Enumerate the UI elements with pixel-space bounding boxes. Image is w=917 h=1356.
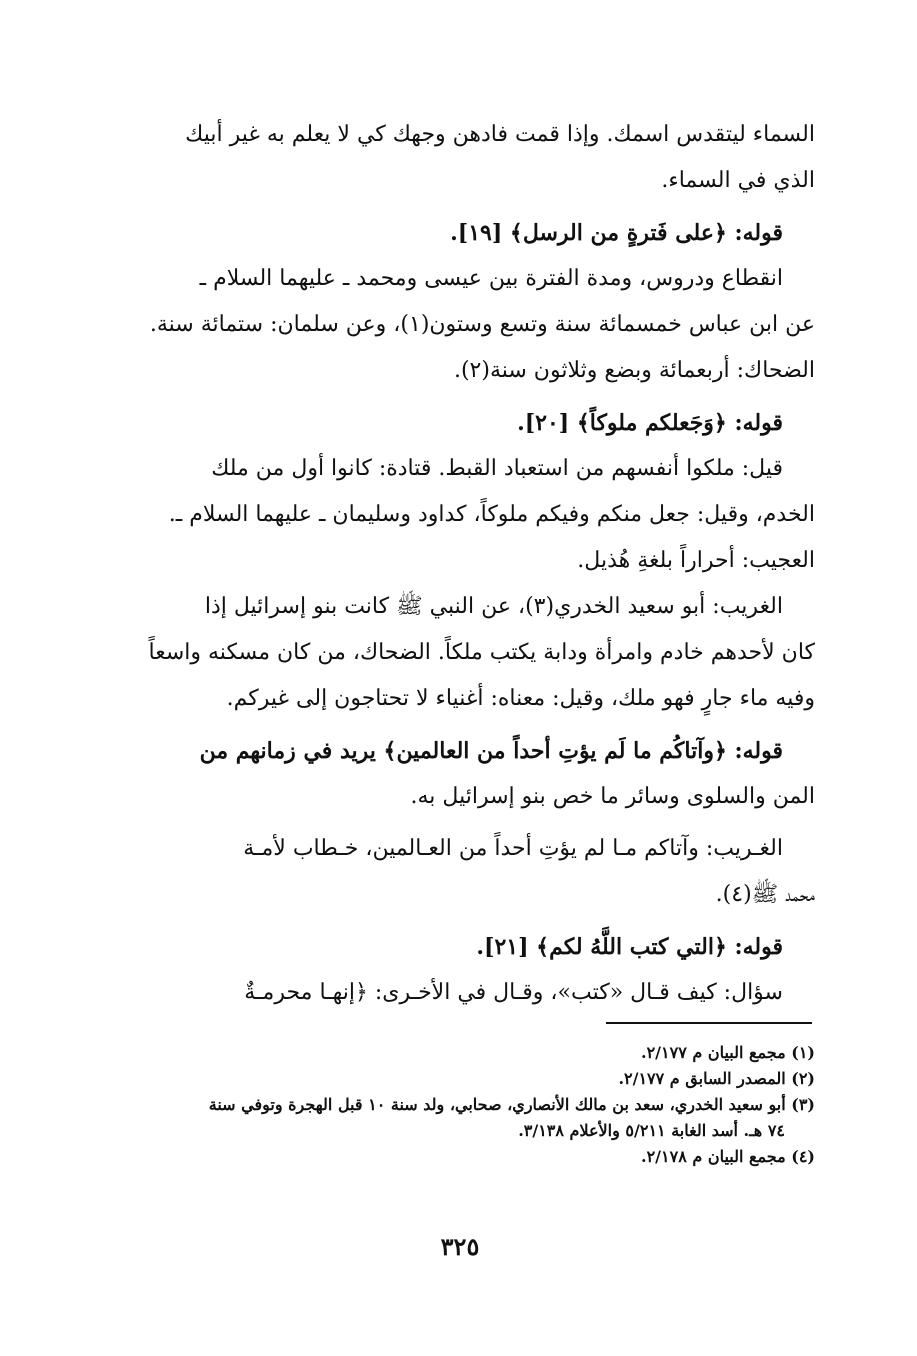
quran-verse-heading: قوله: ﴿التي كتب اللَّهُ لكم﴾ [٢١].	[476, 934, 783, 960]
text-line: انقطاع ودروس، ومدة الفترة بين عيسى ومحمد ـ عليهما السلام ـ	[199, 266, 783, 291]
paragraph-8	[120, 728, 815, 820]
paragraph-2	[120, 210, 815, 256]
main-text	[120, 112, 815, 1016]
text-line: العجيب: أحراراً بلغةِ هُذيل.	[577, 548, 815, 573]
footnotes	[120, 1040, 815, 1170]
text-line: الضحاك: أربعمائة وبضع وثلاثون سنة(٢).	[453, 358, 815, 383]
quran-verse-heading: قوله: ﴿وَجَعلكم ملوكاً﴾ [٢٠].	[517, 410, 783, 436]
text-line: سؤال: كيف قـال «كتب»، وقـال في الأخـرى: ﴿إنهـا محرمـةٌ	[244, 980, 783, 1005]
text-line: محمد ﷺ(٤).	[715, 882, 815, 907]
text-line: المن والسلوى وسائر ما خص بنو إسرائيل به.	[410, 784, 815, 809]
text-line: عن ابن عباس خمسمائة سنة وتسع وستون(١)، وعن سلمان: ستمائة سنة.	[149, 312, 815, 337]
text-line: السماء ليتقدس اسمك. وإذا قمت فادهن وجهك كي لا يعلم به غير أبيك	[185, 122, 815, 147]
paragraph-11	[120, 970, 815, 1016]
text-line: كان لأحدهم خادم وامرأة ودابة يكتب ملكاً. الضحاك، من كان مسكنه واسعاً	[148, 640, 815, 665]
paragraph-1	[120, 112, 815, 204]
text-line: الغـريب: وآتاكم مـا لم يؤتِ أحداً من العـالمين، خـطاب لأمـة	[243, 836, 783, 861]
page-number: ٣٢٥	[440, 1232, 480, 1261]
text-line: وفيه ماء جارٍ فهو ملك، وقيل: معناه: أغنياء لا تحتاجون إلى غيركم.	[226, 686, 815, 711]
paragraph-3	[120, 256, 815, 394]
footnote-separator	[606, 1022, 812, 1024]
text-line: قيل: ملكوا أنفسهم من استعباد القبط. قتادة: كانوا أول من ملك	[211, 456, 783, 481]
footnote: (٢) المصدر السابق م ٢/١٧٧.	[618, 1069, 815, 1088]
text-line: الذي في السماء.	[661, 168, 815, 193]
paragraph-10	[120, 924, 815, 970]
paragraph-9	[120, 826, 815, 918]
text-line: الغريب: أبو سعيد الخدري(٣)، عن النبي ﷺ كانت بنو إسرائيل إذا	[204, 594, 783, 619]
footnote: (٣) أبو سعيد الخدري، سعد بن مالك الأنصاري، صحابي، ولد سنة ١٠ قبل الهجرة وتوفي سنة	[208, 1095, 815, 1114]
paragraph-4	[120, 400, 815, 446]
paragraph-7	[120, 584, 815, 722]
footnote-continuation: ٧٤ هـ. أسد الغابة ٥/٢١١ والأعلام ٣/١٣٨.	[518, 1121, 785, 1140]
footnote: (١) مجمع البيان م ٢/١٧٧.	[641, 1043, 815, 1062]
footnote: (٤) مجمع البيان م ٢/١٧٨.	[641, 1147, 815, 1166]
quran-verse-heading: قوله: ﴿وآتاكُم ما لَم يؤتِ أحداً من العالمين﴾ يريد في زمانهم من	[199, 738, 783, 764]
text-line: الخدم، وقيل: جعل منكم وفيكم ملوكاً، كداود وسليمان ـ عليهما السلام ـ.	[168, 502, 815, 527]
paragraph-5	[120, 446, 815, 538]
quran-verse-heading: قوله: ﴿على فَترةٍ من الرسل﴾ [١٩].	[450, 220, 783, 246]
paragraph-6	[120, 538, 815, 584]
